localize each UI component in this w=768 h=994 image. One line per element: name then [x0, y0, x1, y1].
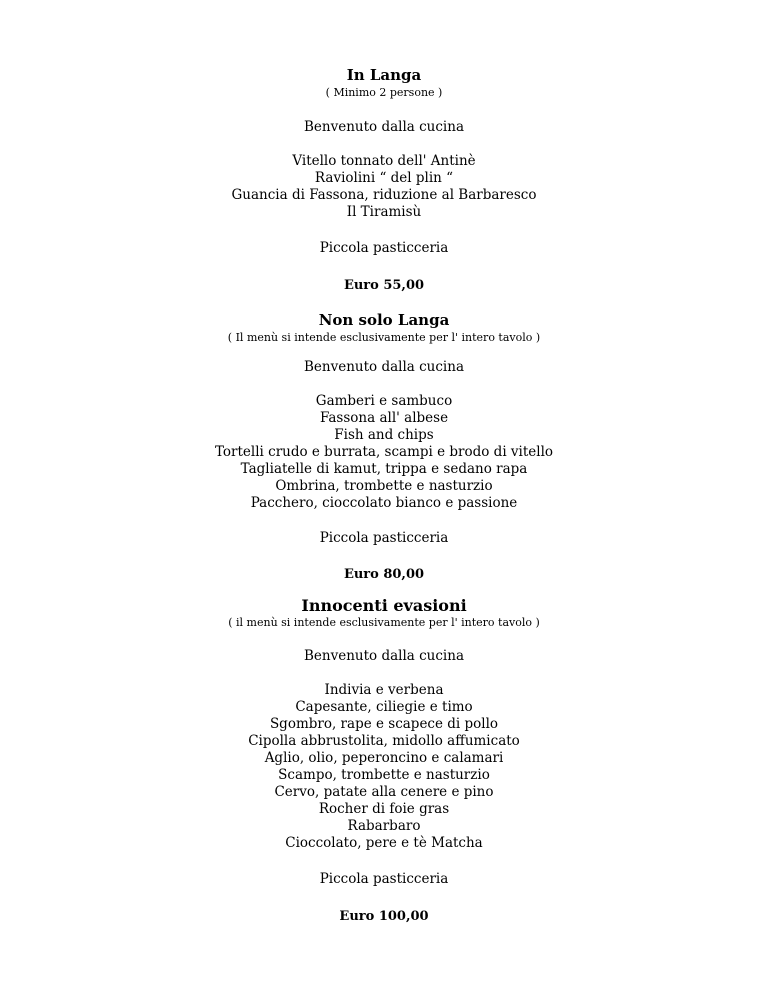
- dish-item: Il Tiramisù: [346, 204, 422, 220]
- menu-price: Euro 55,00: [343, 278, 425, 293]
- section-title: Non solo Langa: [318, 311, 450, 329]
- section-note: ( il menù si intende esclusivamente per l' intero tavolo ): [228, 616, 540, 629]
- welcome-course: Benvenuto dalla cucina: [304, 359, 464, 375]
- dish-item: Ombrina, trombette e nasturzio: [275, 478, 493, 494]
- dish-item: Indivia e verbena: [324, 682, 444, 698]
- dish-item: Tortelli crudo e burrata, scampi e brodo di vitello: [214, 444, 554, 460]
- menu-price: Euro 100,00: [339, 909, 429, 924]
- dish-item: Cipolla abbrustolita, midollo affumicato: [248, 733, 520, 749]
- section-title: In Langa: [346, 66, 422, 84]
- dish-item: Gamberi e sambuco: [315, 393, 453, 409]
- dish-item: Aglio, olio, peperoncino e calamari: [264, 750, 504, 766]
- dish-item: Sgombro, rape e scapece di pollo: [269, 716, 499, 732]
- dish-item: Raviolini “ del plin “: [314, 170, 454, 186]
- pastry-course: Piccola pasticceria: [319, 240, 449, 256]
- dish-item: Capesante, ciliegie e timo: [295, 699, 473, 715]
- dish-item: Cervo, patate alla cenere e pino: [274, 784, 494, 800]
- dish-item: Guancia di Fassona, riduzione al Barbaresco: [231, 187, 537, 203]
- dish-item: Rabarbaro: [347, 818, 421, 834]
- section-title: Innocenti evasioni: [301, 596, 467, 615]
- welcome-course: Benvenuto dalla cucina: [304, 119, 464, 135]
- dish-item: Tagliatelle di kamut, trippa e sedano rapa: [240, 461, 528, 477]
- dish-item: Rocher di foie gras: [318, 801, 450, 817]
- menu-price: Euro 80,00: [343, 567, 425, 582]
- dish-item: Scampo, trombette e nasturzio: [278, 767, 490, 783]
- dish-item: Fassona all' albese: [319, 410, 449, 426]
- dish-item: Pacchero, cioccolato bianco e passione: [250, 495, 518, 511]
- dish-item: Cioccolato, pere e tè Matcha: [285, 835, 483, 851]
- welcome-course: Benvenuto dalla cucina: [304, 648, 464, 664]
- pastry-course: Piccola pasticceria: [319, 530, 449, 546]
- dish-item: Fish and chips: [334, 427, 434, 443]
- section-note: ( Minimo 2 persone ): [325, 86, 443, 99]
- dish-item: Vitello tonnato dell' Antinè: [292, 153, 476, 169]
- pastry-course: Piccola pasticceria: [319, 871, 449, 887]
- section-note: ( Il menù si intende esclusivamente per l' intero tavolo ): [227, 331, 541, 344]
